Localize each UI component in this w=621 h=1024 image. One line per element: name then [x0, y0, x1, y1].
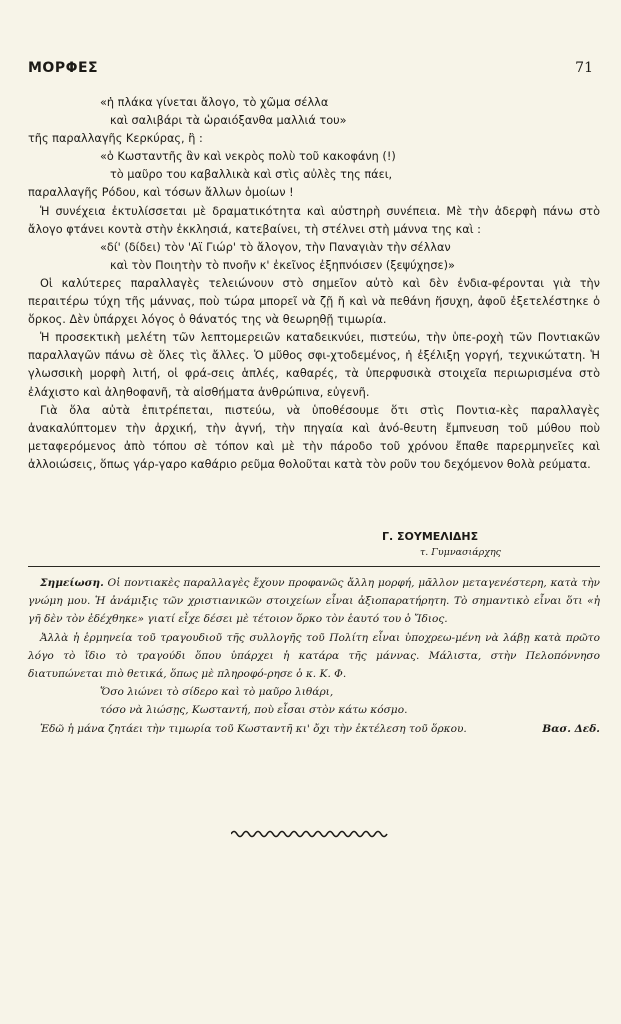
text-line: παραλλαγῆς Ρόδου, καὶ τόσων ἄλλων ὁμοίων ! [28, 186, 294, 200]
verse-line: καὶ σαλιβάρι τὰ ὡραιόξανθα μαλλιά του» [110, 114, 347, 128]
note-paragraph [28, 720, 600, 738]
note-paragraph: Ἀλλὰ ἡ ἑρμηνεία τοῦ τραγουδιοῦ τῆς συλλογῆς τοῦ Πολίτη εἶναι ὑποχρεω-μένη νὰ λάβῃ κατὰ πρῶτο λόγο τὸ ἴδιο τὸ τραγούδι ὅπου ὑπάρχει ἡ κατάρα τῆς μάννας. Μάλιστα, στὴν Πελοπόννησο διατυπώνεται πιὸ θετικά, ὅπως μὲ πληροφό-ρησε ὁ κ. Κ. Φ. [28, 631, 600, 681]
page-header [28, 60, 593, 80]
page-number: 71 [575, 60, 593, 76]
footnote [28, 574, 600, 738]
verse-line: τὸ μαῦρο του καβαλλικὰ καὶ στὶς αὐλὲς της πάει, [110, 168, 393, 182]
verse-line: καὶ τὸν Ποιητὴν τὸ πνοῆν κ' ἐκεῖνος ἐξηπνόισεν (ξεψύχησε)» [110, 258, 455, 272]
note-verse: τόσο νὰ λιώσῃς, Κωσταντή, ποὺ εἶσαι στὸν κάτω κόσμο. [100, 704, 408, 717]
text-line: τῆς παραλλαγῆς Κερκύρας, ἢ : [28, 132, 203, 146]
wavy-ornament [231, 828, 389, 840]
verse-line: «δί' (δίδει) τὸν 'Αϊ Γιώρ' τὸ ἄλογον, τὴν Παναγιὰν τὴν σέλλαν [100, 240, 451, 254]
footnote-divider [28, 566, 600, 567]
author-title: τ. Γυμνασιάρχης [420, 547, 502, 558]
note-citation: Βασ. Δεδ. [542, 722, 600, 735]
running-title: ΜΟΡΦΕΣ [28, 60, 99, 76]
note-paragraph [28, 574, 600, 629]
note-verse: Ὅσο λιώνει τὸ σίδερο καὶ τὸ μαῦρο λιθάρι, [100, 686, 334, 699]
note-text: Ἐδῶ ἡ μάνα ζητάει τὴν τιμωρία τοῦ Κωσταντῆ κι' ὄχι τὴν ἐκτέλεση τοῦ ὅρκου. [40, 722, 467, 735]
note-label: Σημείωση. [40, 577, 104, 589]
author-signature: Γ. ΣΟΥΜΕΛΙΔΗΣ [382, 530, 479, 543]
paragraph: Οἱ καλύτερες παραλλαγὲς τελειώνουν στὸ σημεῖον αὐτὸ καὶ δὲν ἐνδια-φέρονται γιὰ τὴν περαιτέρω τύχη τῆς μάννας, ποὺ τώρα μπορεῖ νὰ ζῇ ἤ καὶ νὰ πεθάνη ἥσυχη, ἀφοῦ ἐξετελέστηκε ὁ ὅρκος. Δὲν ὑπάρχει λόγος ὁ θάνατός της νὰ θεωρηθῇ τιμωρία. [28, 276, 600, 327]
article-body [28, 94, 600, 474]
verse-line: «ὁ Κωσταντῆς ἂν καὶ νεκρὸς πολὺ τοῦ κακοφάνη (!) [100, 150, 396, 164]
note-text: Οἱ ποντιακὲς παραλλαγὲς ἔχουν προφανῶς ἄλλη μορφή, μᾶλλον μεταγενέστερη, κατὰ τὴν γνώμη μου. Ἡ ἀνάμιξις τῶν χριστιανικῶν στοιχείων εἶναι ἀξιοπαρατήρητη. Τὸ σημαντικὸ εἶναι ὅτι «ἡ γῆ δὲν τὸν ἐδέχθηκε» γιατί εἶχε δέσει μὲ τέτοιον ὅρκο τὸν ἑαυτό του ὁ Ἴδιος. [28, 577, 600, 626]
paragraph: Ἡ συνέχεια ἐκτυλίσσεται μὲ δραματικότητα καὶ αὐστηρὴ συνέπεια. Μὲ τὴν ἀδερφὴ πάνω στὸ ἄλογο φτάνει κοντὰ στὴν ἐκκλησιά, κατεβαίνει, τὴ στέλνει στὴ μάννα της καὶ : [28, 204, 600, 236]
verse-line: «ἡ πλάκα γίνεται ἄλογο, τὸ χῶμα σέλλα [100, 96, 329, 109]
paragraph: Γιὰ ὅλα αὐτὰ ἐπιτρέπεται, πιστεύω, νὰ ὑποθέσουμε ὅτι στὶς Ποντια-κὲς παραλλαγὲς ἀνακαλύπτομεν τὴν ἀρχική, τὴν ἁγνή, τὴν πηγαία καὶ ἀνό-θευτη ἔμπνευση τοῦ μύθου ποὺ μεταφερόμενος ἀπὸ τόπου σὲ τόπον καὶ μὲ τὴν πάροδο τοῦ χρόνου ἔπαθε παρερμηνεῖες καὶ ἀλλοιώσεις, ὅπως γάρ-γαρο καθάριο ρεῦμα θολοῦται κατὰ τὸν ροῦν του δεχόμενον θολὰ ρεύματα. [28, 403, 600, 471]
paragraph: Ἡ προσεκτικὴ μελέτη τῶν λεπτομερειῶν καταδεικνύει, πιστεύω, τὴν ὑπε-ροχὴ τῶν Ποντιακῶν παραλλαγῶν πάνω σὲ ὅλες τὶς ἄλλες. Ὁ μῦθος σφι-χτοδεμένος, ἡ ἐξέλιξη γοργή, τεχνικώτατη. Ἡ γλωσσικὴ μορφὴ λιτή, οἱ φρά-σεις ἁπλές, καθαρές, τὰ ὑπερφυσικὰ στοιχεῖα περιωρισμένα στὸ ἐλάχιστο καὶ ἀληθοφανῆ, τὰ αἰσθήματα ἀνθρώπινα, εὐγενῆ. [28, 331, 600, 399]
